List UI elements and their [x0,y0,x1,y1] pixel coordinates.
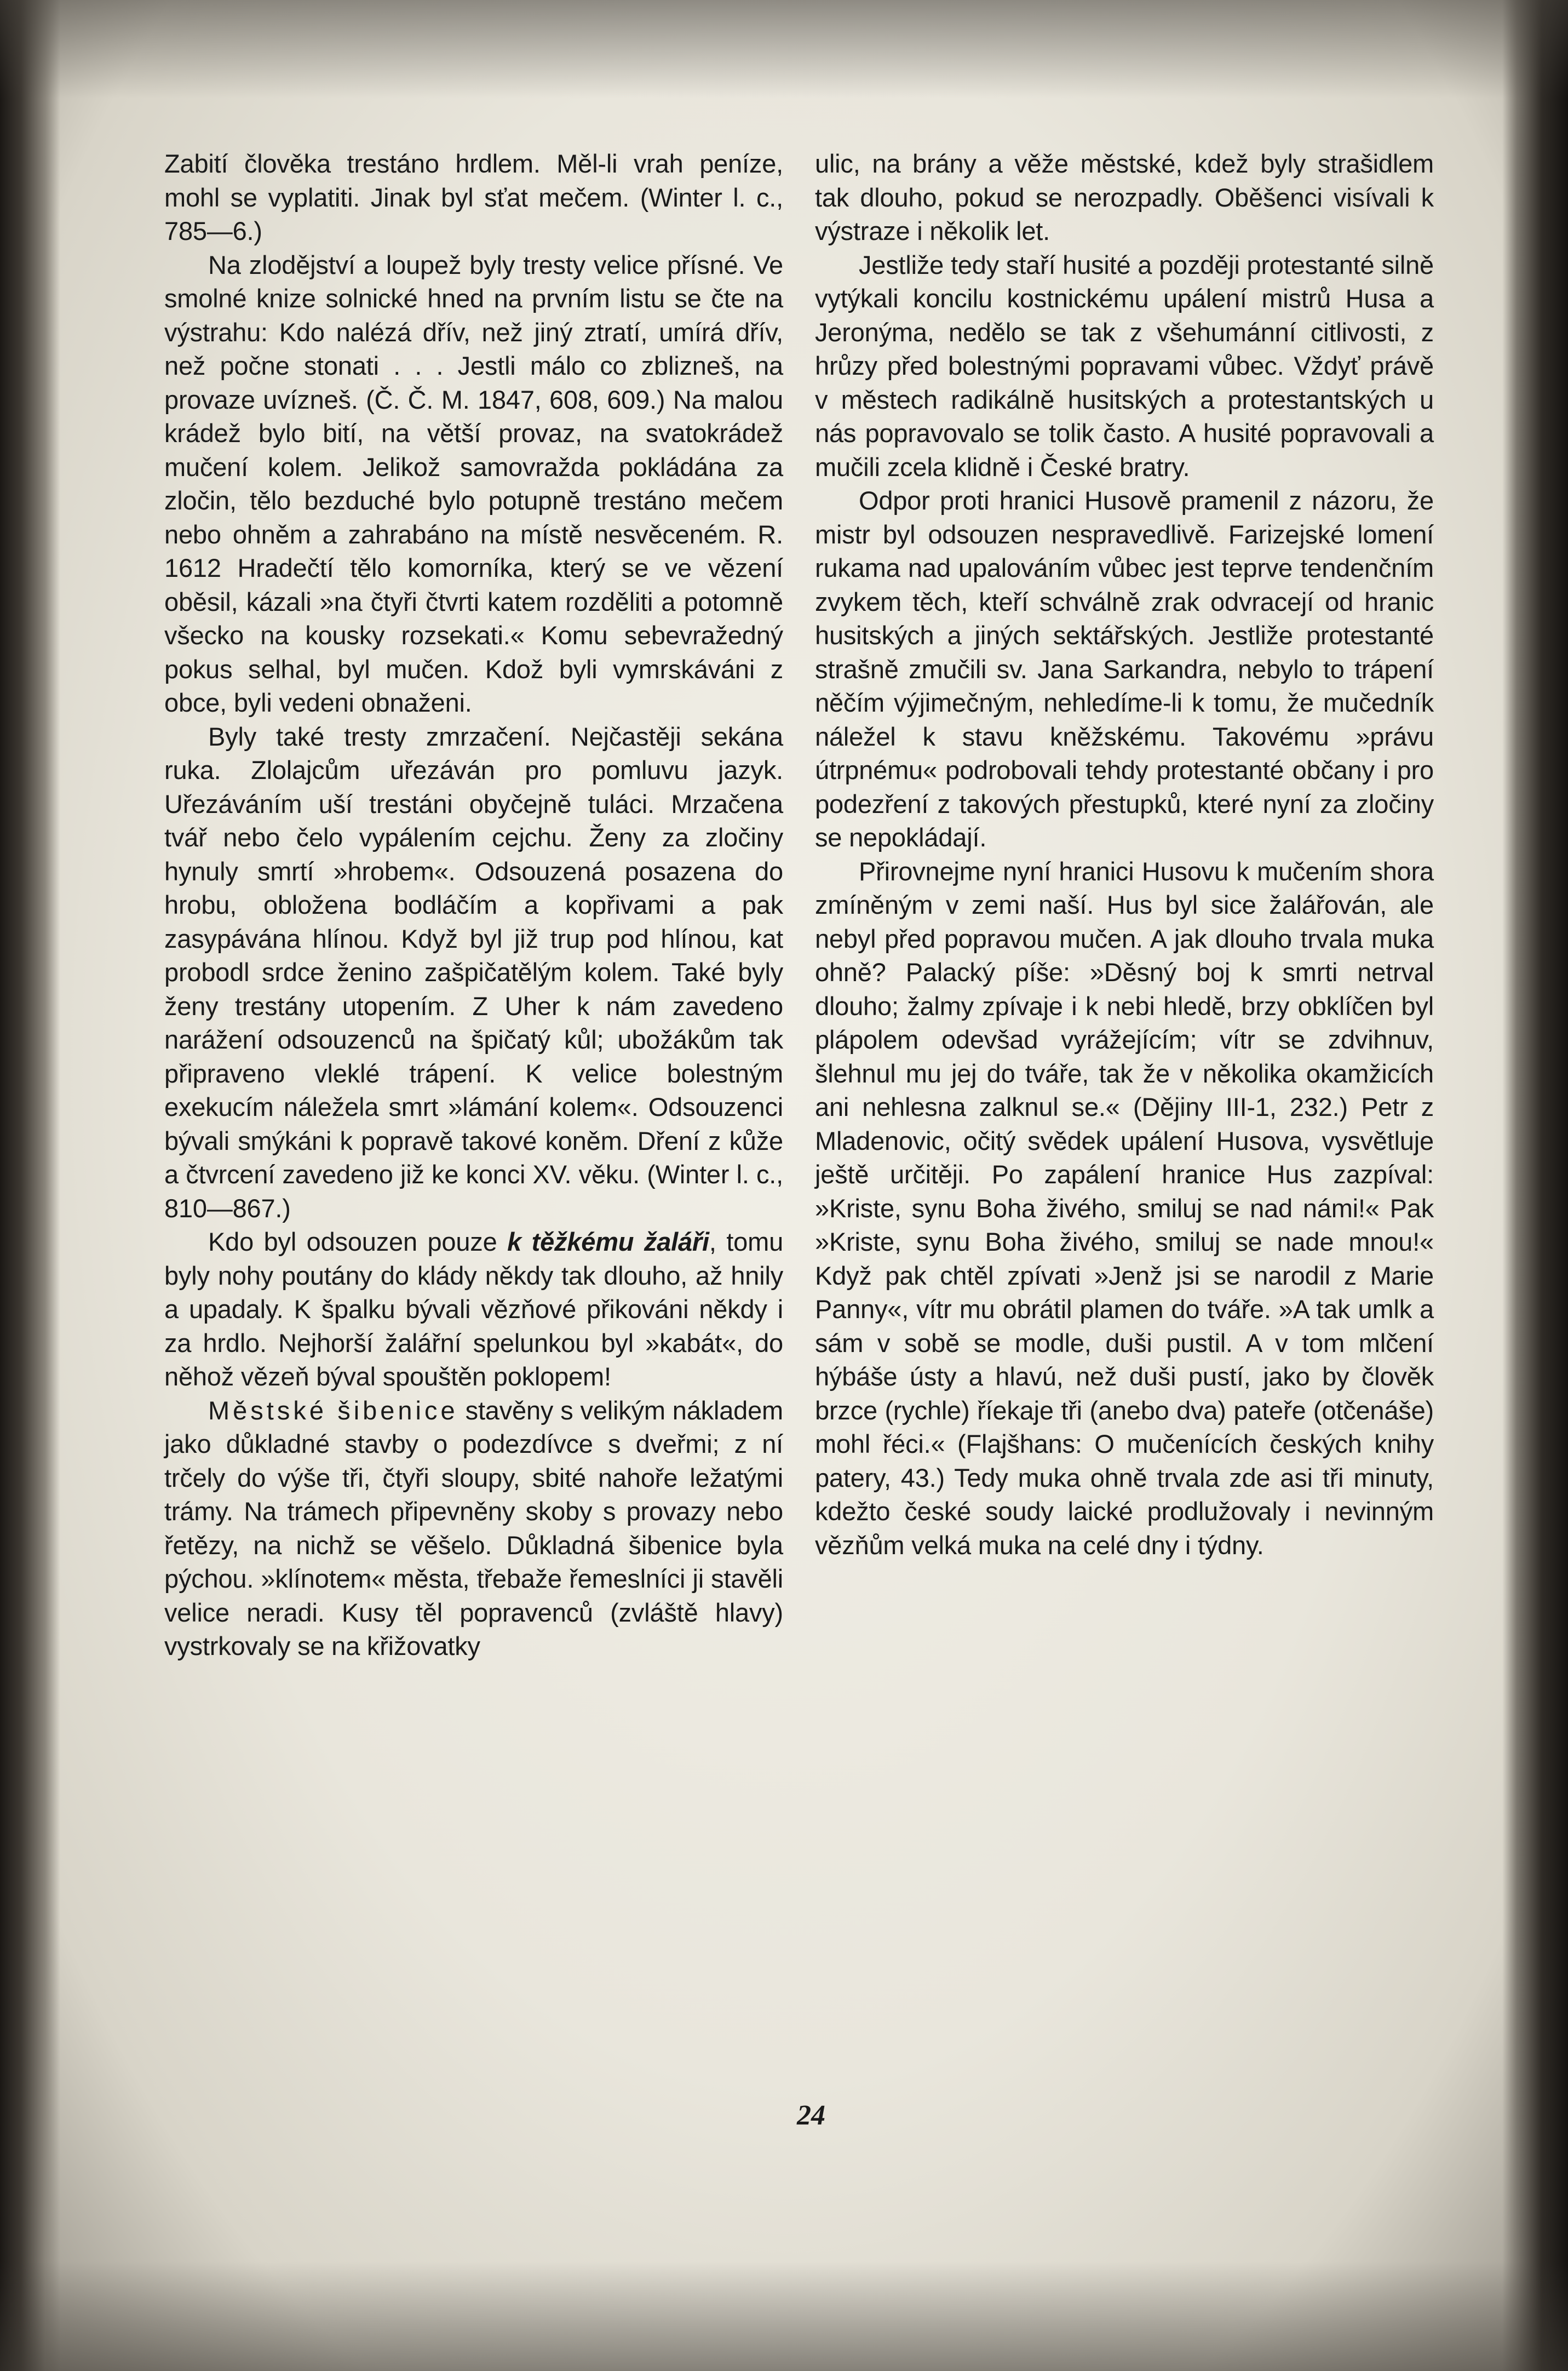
paragraph: Na zlodějství a loupež byly tresty velice přísné. Ve smolné knize solnické hned na prvním listu se čte na výstrahu: Kdo nalézá dřív, než jiný ztratí, umírá dřív, než počne stonati . . . Jestli málo co zblizneš, na provaze uvízneš. (Č. Č. M. 1847, 608, 609.) Na malou krádež bylo bití, na větší provaz, na svatokrádež mučení kolem. Jelikož samovražda pokládána za zločin, tělo bezduché bylo potupně trestáno mečem nebo ohněm a zahrabáno na místě nesvěceném. R. 1612 Hradečtí tělo komorníka, který se ve vězení oběsil, kázali »na čtyři čtvrti katem rozděliti a potomně všecko na kousky rozsekati.« Komu sebevražedný pokus selhal, byl mučen. Kdož byli vymrskáváni z obce, byli vedeni obnaženi. [164,250,783,717]
page-top-shadow [0,0,1568,99]
paragraph [164,1225,783,1394]
page-right-shadow [1502,0,1568,2371]
paragraph: Přirovnejme nyní hranici Husovu k mučením shora zmíněným v zemi naší. Hus byl sice žalářován, ale nebyl před popravou mučen. A jak dlouho trvala muka ohně? Palacký píše: »Děsný boj k smrti netrval dlouho; žalmy zpívaje i k nebi hledě, brzy obklíčen byl plápolem odevšad vyrážejícím; vítr se zdvihnuv, šlehnul mu jej do tváře, tak že v několika okamžicích ani nehlesna zalknul se.« (Dějiny III-1, 232.) Petr z Mladenovic, očitý svědek upálení Husova, vysvětluje ještě určitěji. Po zapálení hranice Hus zazpíval: »Kriste, synu Boha živého, smiluj se nad námi!« Pak »Kriste, synu Boha živého, smiluj se nade mnou!« Když pak chtěl zpívati »Jenž jsi se narodil z Marie Panny«, vítr mu obrátil plamen do tváře. »A tak umlk a sám v sobě se modle, duši pustil. A v tom mlčení hýbáše ústy a hlavú, než duši pustí, jako by člověk brzce (rychle) říekaje tři (anebo dva) pateře (otčenáše) mohl řéci.« (Flajšhans: O mučenících českých knihy patery, 43.) Tedy muka ohně trvala zde asi tři minuty, kdežto české soudy laické prodlužovaly i nevinným vězňům velká muka na celé dny i týdny. [815,856,1434,1560]
left-column [164,147,783,1663]
paragraph: Odpor proti hranici Husově pramenil z názoru, že mistr byl odsouzen nespravedlivě. Farizejské lomení rukama nad upalováním vůbec jest teprve tendenčním zvykem těch, kteří schválně zrak odvracejí od hranic husitských a jiných sektářských. Jestliže protestanté strašně zmučili sv. Jana Sarkandra, nebylo to trápení něčím výjimečným, nehledíme-li k tomu, že mučedník náležel k stavu kněžskému. Takovému »právu útrpnému« podrobovali tehdy protestanté občany i pro podezření z takových přestupků, které nyní za zločiny se nepokládají. [815,486,1434,852]
paragraph [164,1394,783,1663]
page-bottom-shadow [0,2261,1568,2371]
paragraph: Zabití člověka trestáno hrdlem. Měl-li vrah peníze, mohl se vyplatiti. Jinak byl sťat mečem. (Winter l. c., 785—6.) [164,149,783,245]
paragraph-text: Kdo byl odsouzen pouze [208,1227,508,1256]
emphasized-text: k těžkému žaláři [507,1227,709,1256]
page-number: 24 [797,2100,825,2131]
paragraph: ulic, na brány a věže městské, kdež byly strašidlem tak dlouho, pokud se nerozpadly. Oběšenci visívali k výstraze i několik let. [815,149,1434,245]
page-left-shadow [0,0,60,2371]
paragraph: Jestliže tedy staří husité a později protestanté silně vytýkali koncilu kostnickému upálení mistrů Husa a Jeronýma, nedělo se tak z všehumánní citlivosti, z hrůzy před bolestnými popravami vůbec. Vždyť právě v městech radikálně husitských a protestantských u nás popravovalo se tolik často. A husité popravovali a mučili zcela klidně i České bratry. [815,250,1434,482]
spaced-text: Městské šibenice [208,1395,458,1425]
paragraph: Byly také tresty zmrzačení. Nejčastěji sekána ruka. Zlolajcům uřezáván pro pomluvu jazyk. Uřezáváním uší trestáni obyčejně tuláci. Mrzačena tvář nebo čelo vypálením cejchu. Ženy za zločiny hynuly smrtí »hrobem«. Odsouzená posazena do hrobu, obložena bodláčím a kopřivami a pak zasypávána hlínou. Když byl již trup pod hlínou, kat probodl srdce ženino zašpičatělým kolem. Také byly ženy trestány utopením. Z Uher k nám zavedeno narážení odsouzenců na špičatý kůl; ubožákům tak připraveno vleklé trápení. K velice bolestným exekucím náležela smrt »lámání kolem«. Odsouzenci bývali smýkáni k popravě takové koněm. Dření z kůže a čtvrcení zavedeno již ke konci XV. věku. (Winter l. c., 810—867.) [164,721,783,1223]
paragraph-text: , tomu byly nohy poutány do klády někdy tak dlouho, až hnily a upadaly. K špalku bývali vězňové přikováni někdy i za hrdlo. Nejhorší žalářní spelunkou byl »kabát«, do něhož vězeň býval spouštěn poklopem! [164,1227,784,1391]
right-column [815,147,1434,1562]
paragraph-text: stavěny s velikým nákladem jako důkladné stavby o podezdívce s dveřmi; z ní trčely do výše tři, čtyři sloupy, sbité nahoře ležatými trámy. Na trámech připevněny skoby s provazy nebo řetězy, na nichž se věšelo. Důkladná šibenice byla pýchou. »klínotem« města, třebaže řemeslníci ji stavěli velice neradi. Kusy těl popravenců (zvláště hlavy) vystrkovaly se na křižovatky [164,1395,783,1660]
